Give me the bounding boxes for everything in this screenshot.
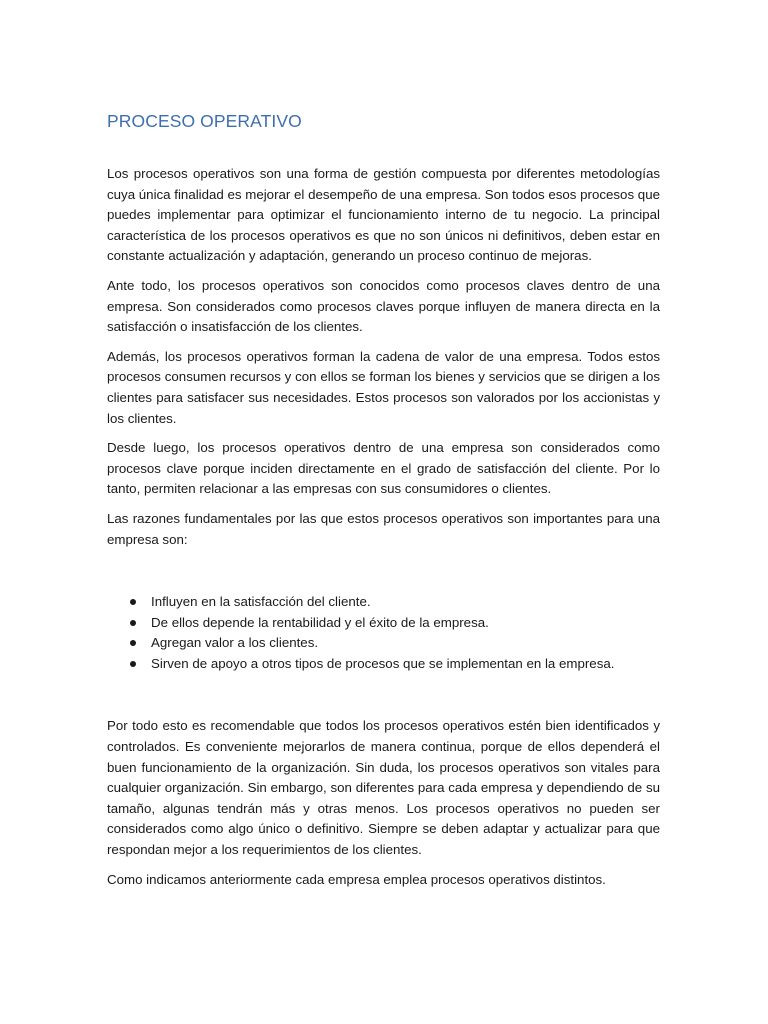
document-body [107,108,660,899]
list-item-text: Influyen en la satisfacción del cliente. [151,594,371,610]
paragraph-satisfaction: Desde luego, los procesos operativos dentro de una empresa son considerados como procesos clave porque inciden directamente en el grado de satisfacción del cliente. Por lo tanto, permiten relacionar a las empresas con sus consumidores o clientes. [107,440,660,497]
bullet-icon [130,599,136,605]
list-item [107,633,660,654]
paragraph-recommendation: Por todo esto es recomendable que todos los procesos operativos estén bien identificados y controlados. Es conveniente mejorarlos de manera continua, porque de ellos dependerá el buen funcionamiento de la organización. Sin duda, los procesos operativos son vitales para cualquier organización. Sin embargo, son diferentes para cada empresa y dependiendo de su tamaño, algunas tendrán más y otras menos. Los procesos operativos no pueden ser considerados como algo único o definitivo. Siempre se deben adaptar y actualizar para que respondan mejor a los requerimientos de los clientes. [107,718,660,858]
reasons-list [107,592,660,674]
list-item-text: Sirven de apoyo a otros tipos de procesos que se implementan en la empresa. [151,655,615,671]
list-item [107,613,660,634]
list-item [107,654,660,675]
paragraph-intro: Los procesos operativos son una forma de gestión compuesta por diferentes metodologías cuya única finalidad es mejorar el desempeño de una empresa. Son todos esos procesos que puedes implementar para optimizar el funcionamiento interno de tu negocio. La principal característica de los procesos operativos es que no son únicos ni definitivos, deben estar en constante actualización y adaptación, generando un proceso continuo de mejoras. [107,166,660,264]
bullet-icon [130,661,136,667]
list-item [107,592,660,613]
paragraph-value-chain: Además, los procesos operativos forman la cadena de valor de una empresa. Todos estos procesos consumen recursos y con ellos se forman los bienes y servicios que se dirigen a los clientes para satisfacer sus necesidades. Estos procesos son valorados por los accionistas y los clientes. [107,348,660,426]
bullet-icon [130,640,136,646]
bullet-icon [130,620,136,626]
paragraph-closing: Como indicamos anteriormente cada empresa emplea procesos operativos distintos. [107,871,606,887]
list-item-text: Agregan valor a los clientes. [151,635,319,651]
paragraph-key-processes: Ante todo, los procesos operativos son conocidos como procesos claves dentro de una empresa. Son considerados como procesos claves porque influyen de manera directa en la satisfacción o insatisfacción de los clientes. [107,277,660,335]
list-item-text: De ellos depende la rentabilidad y el éxito de la empresa. [151,614,489,630]
paragraph-reasons-intro: Las razones fundamentales por las que estos procesos operativos son importantes para una empresa son: [107,510,660,547]
document-title: PROCESO OPERATIVO [107,111,302,131]
